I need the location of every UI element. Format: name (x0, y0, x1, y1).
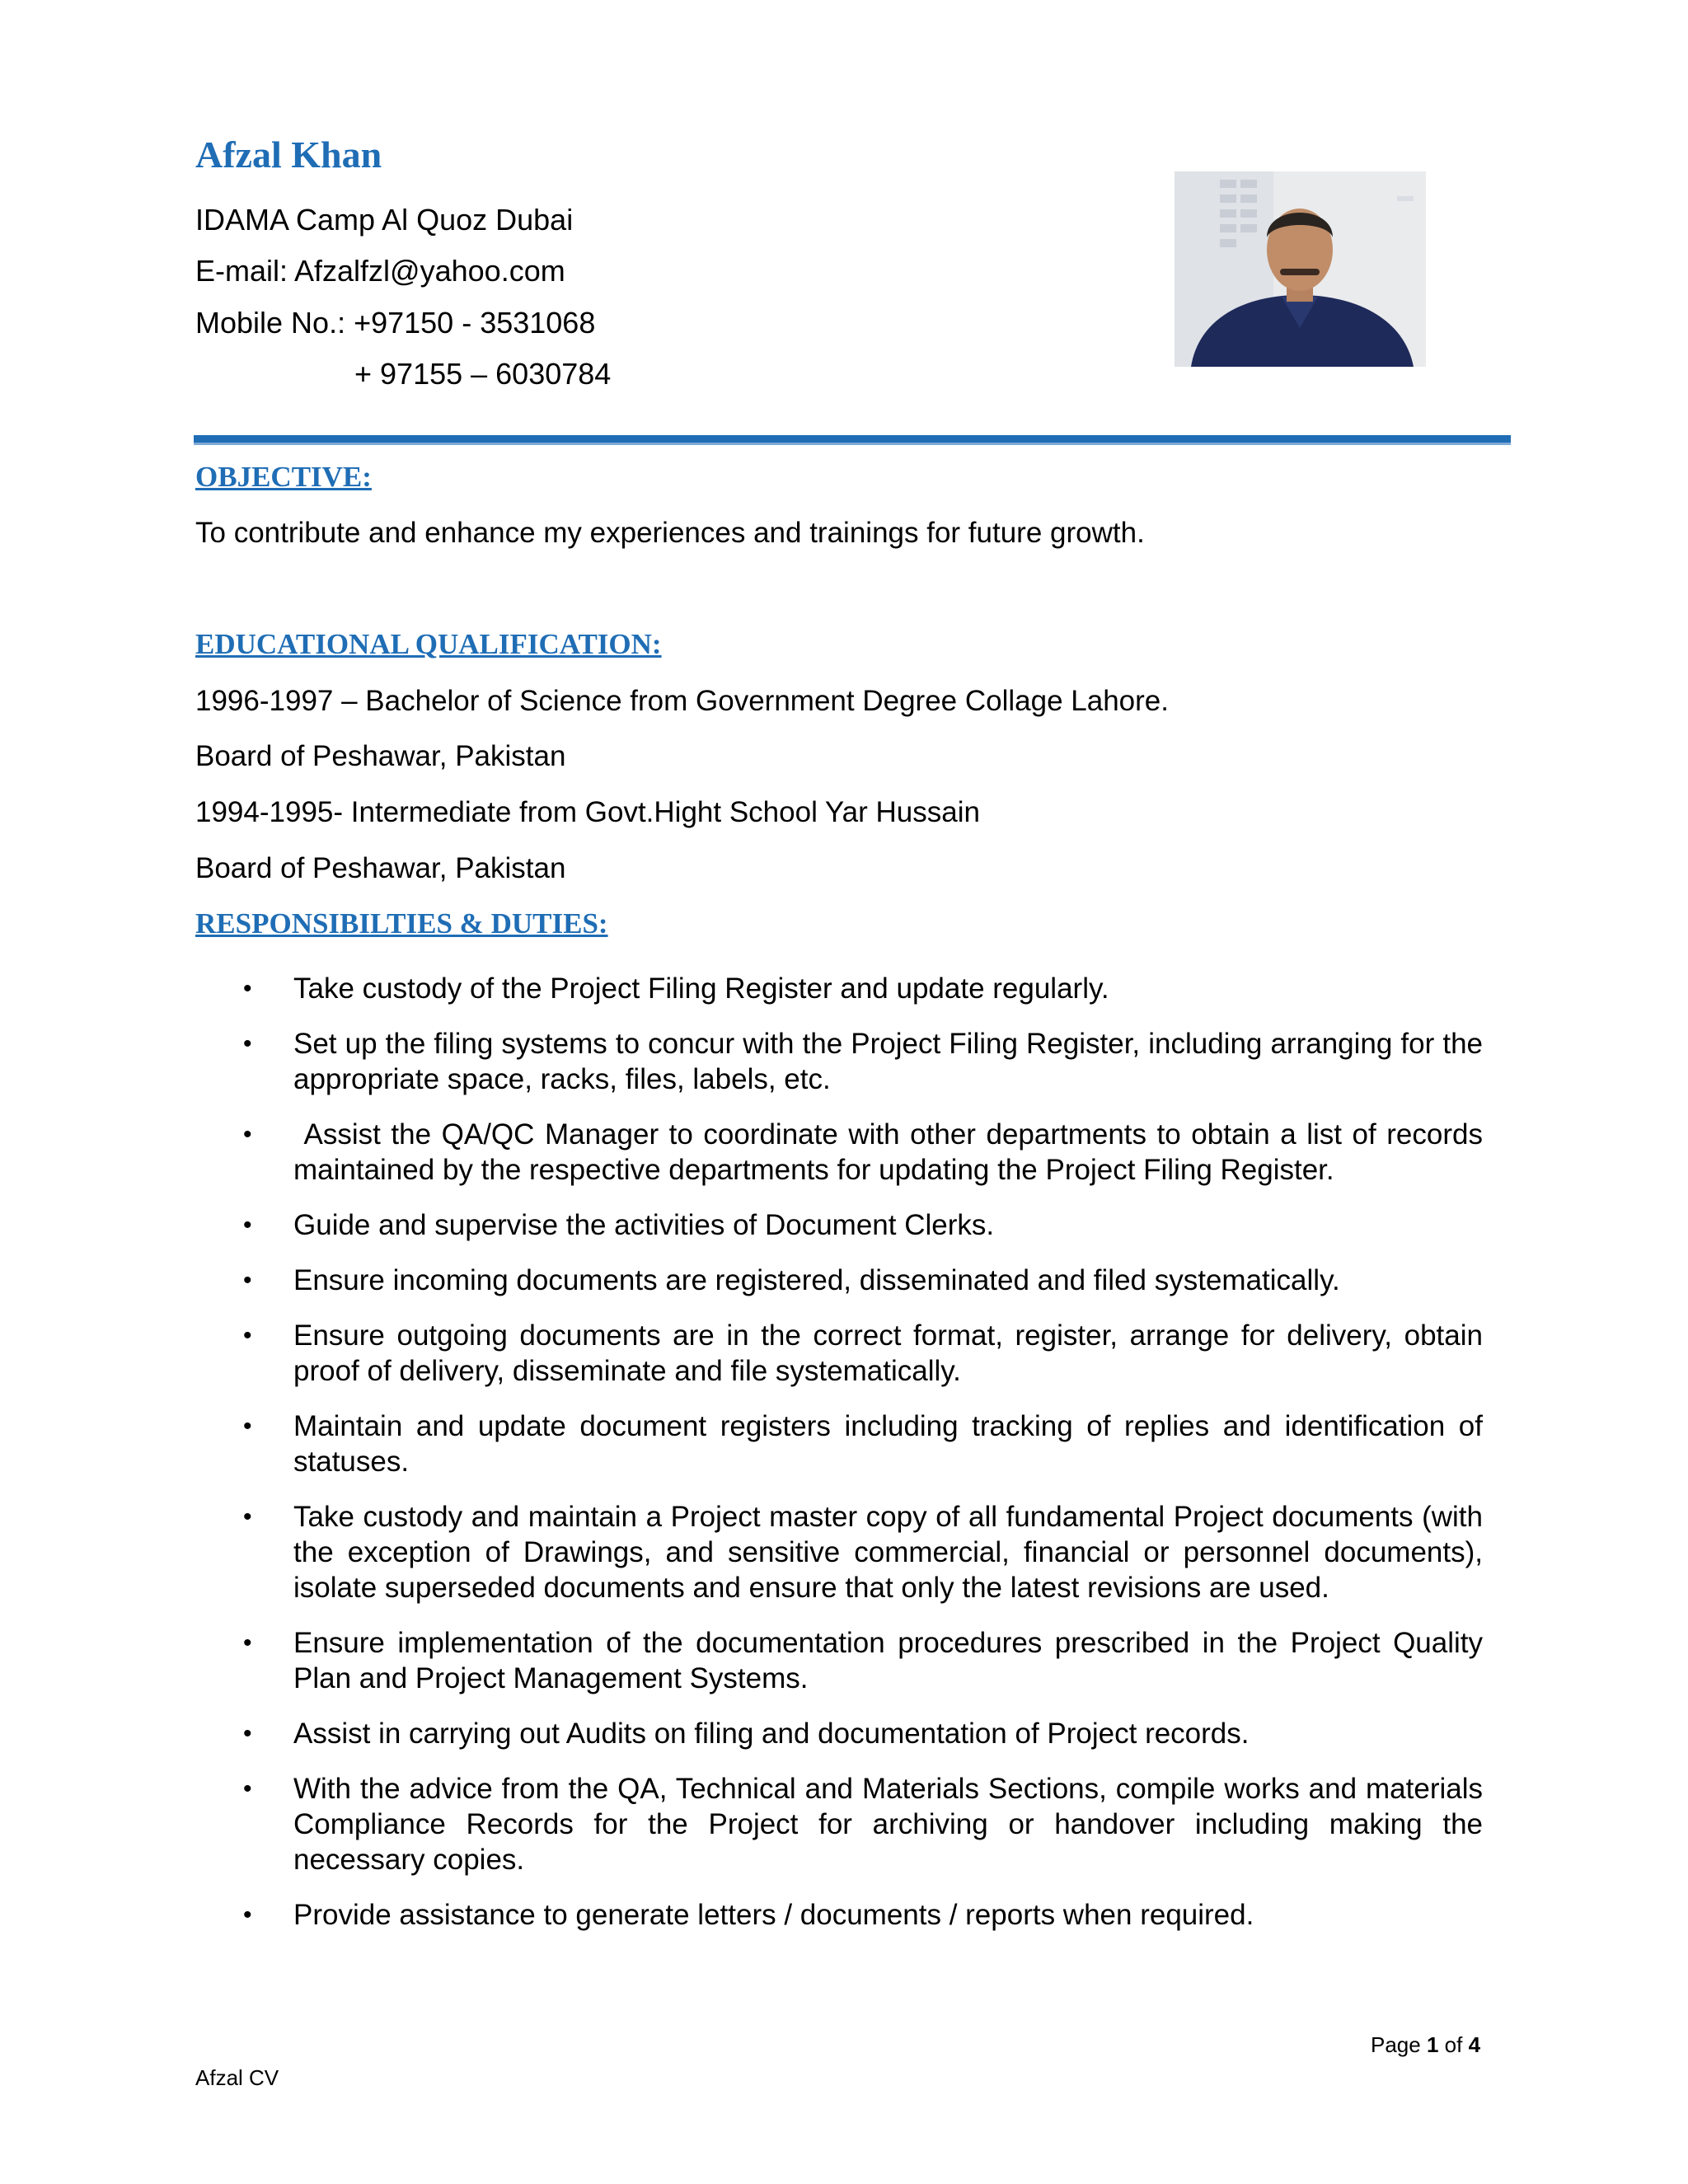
list-item (243, 1408, 1483, 1479)
header-divider (194, 435, 1511, 445)
duty-text: Take custody of the Project Filing Register and update regularly. (293, 972, 1109, 1005)
list-item (243, 1026, 1483, 1097)
duty-text: Provide assistance to generate letters / documents / reports when required. (293, 1899, 1254, 1931)
list-item (243, 1318, 1483, 1389)
bullet-icon: • (243, 975, 252, 1002)
duties-heading: RESPONSIBILTIES & DUTIES: (195, 907, 608, 940)
education-line: 1996-1997 – Bachelor of Science from Government Degree Collage Lahore. (195, 685, 1169, 717)
mobile-secondary: + 97155 – 6030784 (354, 357, 612, 391)
list-item (243, 1771, 1483, 1877)
list-item (243, 1625, 1483, 1696)
list-item (243, 1263, 1483, 1298)
page-current: 1 (1426, 2032, 1439, 2057)
list-item (243, 1207, 1483, 1243)
duty-text: Assist in carrying out Audits on filing and documentation of Project records. (293, 1718, 1250, 1750)
duty-text: With the advice from the QA, Technical and Materials Sections, compile works and materials Compliance Records for the Project for archiving or handover including making the necessary copies. (293, 1773, 1483, 1876)
duties-list (243, 971, 1491, 1933)
list-item (243, 971, 1483, 1006)
bullet-icon: • (243, 1503, 252, 1530)
bullet-icon: • (243, 1720, 252, 1747)
email: E-mail: Afzalfzl@yahoo.com (195, 254, 565, 288)
address: IDAMA Camp Al Quoz Dubai (195, 203, 574, 237)
bullet-icon: • (243, 1121, 252, 1148)
duty-text: Maintain and update document registers including tracking of replies and identification of statuses. (293, 1410, 1483, 1478)
education-heading: EDUCATIONAL QUALIFICATION: (195, 628, 662, 660)
education-line: 1994-1995- Intermediate from Govt.Hight School Yar Hussain (195, 796, 980, 828)
bullet-icon: • (243, 1901, 252, 1929)
bullet-icon: • (243, 1267, 252, 1294)
education-line: Board of Peshawar, Pakistan (195, 852, 566, 884)
page-total: 4 (1468, 2032, 1481, 2057)
bullet-icon: • (243, 1629, 252, 1657)
page-prefix: Page (1371, 2032, 1427, 2057)
list-item (243, 1117, 1491, 1188)
bullet-icon: • (243, 1413, 252, 1440)
objective-heading: OBJECTIVE: (195, 461, 372, 493)
list-item (243, 1897, 1483, 1933)
footer-doc-label: Afzal CV (195, 2065, 279, 2090)
list-item (243, 1716, 1483, 1751)
duty-text: Assist the QA/QC Manager to coordinate with other departments to obtain a list of records maintained by the respective departments for updating the Project Filing Register. (293, 1118, 1491, 1186)
profile-photo (1175, 171, 1426, 367)
duty-text: Ensure outgoing documents are in the correct format, register, arrange for delivery, obtain proof of delivery, disseminate and file systematically. (293, 1319, 1483, 1387)
bullet-icon: • (243, 1212, 252, 1239)
duty-text: Ensure implementation of the documentation procedures prescribed in the Project Quality Plan and Project Management Systems. (293, 1627, 1483, 1694)
duty-text: Guide and supervise the activities of Document Clerks. (293, 1209, 995, 1241)
duty-text: Take custody and maintain a Project master copy of all fundamental Project documents (with the exception of Drawings, and sensitive commercial, financial or personnel documents), isolate superseded documents and ensure that only the latest revisions are used. (293, 1501, 1483, 1604)
list-item (243, 1499, 1483, 1605)
bullet-icon: • (243, 1030, 252, 1057)
bullet-icon: • (243, 1322, 252, 1349)
objective-text: To contribute and enhance my experiences and trainings for future growth. (195, 517, 1145, 549)
bullet-icon: • (243, 1775, 252, 1802)
education-line: Board of Peshawar, Pakistan (195, 740, 566, 772)
duty-text: Set up the filing systems to concur with the Project Filing Register, including arranging for the appropriate space, racks, files, labels, etc. (293, 1028, 1483, 1095)
candidate-name: Afzal Khan (195, 134, 382, 176)
mobile-primary: Mobile No.: +97150 - 3531068 (195, 306, 596, 340)
page-of: of (1438, 2032, 1469, 2057)
duty-text: Ensure incoming documents are registered, disseminated and filed systematically. (293, 1264, 1340, 1296)
page-number (1371, 2032, 1480, 2058)
